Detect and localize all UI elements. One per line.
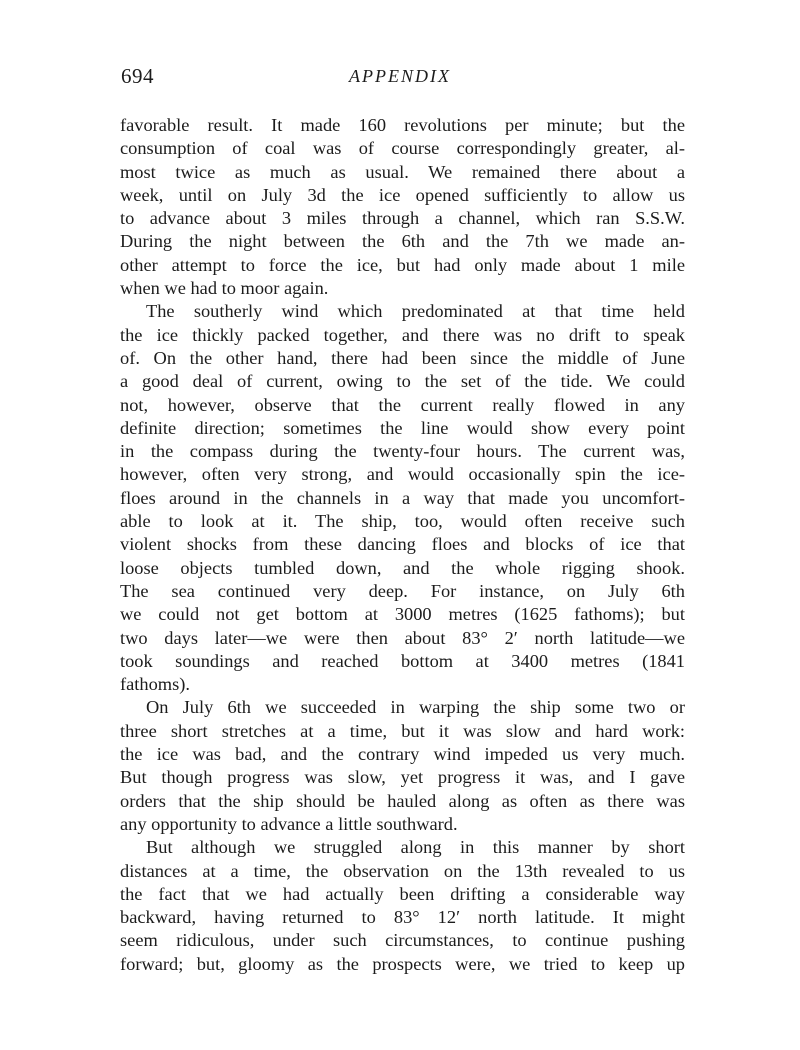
text-line: loose objects tumbled down, and the whole rigging shook. bbox=[120, 557, 685, 578]
text-line: able to look at it. The ship, too, would often receive such bbox=[120, 511, 685, 532]
text-line: violent shocks from these dancing floes and blocks of ice that bbox=[120, 534, 685, 555]
text-line: the ice was bad, and the contrary wind impeded us very much. bbox=[120, 744, 685, 765]
text-line: when we had to moor again. bbox=[120, 278, 329, 299]
text-line: distances at a time, the observation on the 13th revealed to us bbox=[120, 860, 685, 881]
text-line: backward, having returned to 83° 12′ north latitude. It might bbox=[120, 907, 685, 928]
text-line: three short stretches at a time, but it was slow and hard work: bbox=[120, 720, 685, 741]
paragraph bbox=[120, 114, 685, 300]
paragraph bbox=[120, 836, 685, 976]
text-line: favorable result. It made 160 revolutions per minute; but the bbox=[120, 115, 685, 135]
text-line: the ice thickly packed together, and there was no drift to speak bbox=[120, 324, 685, 345]
text-line: to advance about 3 miles through a channel, which ran S.S.W. bbox=[120, 208, 685, 229]
paragraph bbox=[120, 696, 685, 836]
text-line: consumption of coal was of course correspondingly greater, al- bbox=[120, 138, 685, 159]
text-line: seem ridiculous, under such circumstances, to continue pushing bbox=[120, 930, 685, 951]
text-line: fathoms). bbox=[120, 674, 190, 695]
text-line: the fact that we had actually been drifting a considerable way bbox=[120, 883, 685, 904]
text-line: however, often very strong, and would occasionally spin the ice- bbox=[120, 464, 685, 485]
text-line: On July 6th we succeeded in warping the ship some two or bbox=[146, 697, 685, 718]
text-line: But although we struggled along in this manner by short bbox=[146, 837, 685, 858]
text-line: The southerly wind which predominated at that time held bbox=[146, 301, 685, 322]
text-line: The sea continued very deep. For instance, on July 6th bbox=[120, 580, 685, 601]
page-number: 694 bbox=[121, 64, 154, 88]
text-line: in the compass during the twenty-four hours. The current was, bbox=[120, 441, 685, 462]
text-line: During the night between the 6th and the 7th we made an- bbox=[120, 231, 685, 252]
text-line: took soundings and reached bottom at 3400 metres (1841 bbox=[120, 650, 685, 671]
text-line: any opportunity to advance a little southward. bbox=[120, 813, 458, 834]
text-line: orders that the ship should be hauled along as often as there was bbox=[120, 790, 685, 811]
body-text bbox=[120, 114, 685, 976]
text-line: most twice as much as usual. We remained there about a bbox=[120, 161, 685, 182]
text-line: week, until on July 3d the ice opened sufficiently to allow us bbox=[120, 184, 685, 205]
running-head: APPENDIX bbox=[349, 66, 451, 86]
text-line: of. On the other hand, there had been since the middle of June bbox=[120, 347, 685, 368]
text-line: a good deal of current, owing to the set of the tide. We could bbox=[120, 371, 685, 392]
text-line: forward; but, gloomy as the prospects were, we tried to keep up bbox=[120, 953, 685, 974]
text-line: two days later—we were then about 83° 2′ north latitude—we bbox=[120, 627, 685, 648]
text-line: floes around in the channels in a way that made you uncomfort- bbox=[120, 487, 685, 508]
text-line: we could not get bottom at 3000 metres (1625 fathoms); but bbox=[120, 604, 685, 625]
text-line: other attempt to force the ice, but had only made about 1 mile bbox=[120, 254, 685, 275]
text-line: But though progress was slow, yet progress it was, and I gave bbox=[120, 767, 685, 788]
text-line: not, however, observe that the current really flowed in any bbox=[120, 394, 685, 415]
paragraph bbox=[120, 300, 685, 696]
text-line: definite direction; sometimes the line would show every point bbox=[120, 417, 685, 438]
